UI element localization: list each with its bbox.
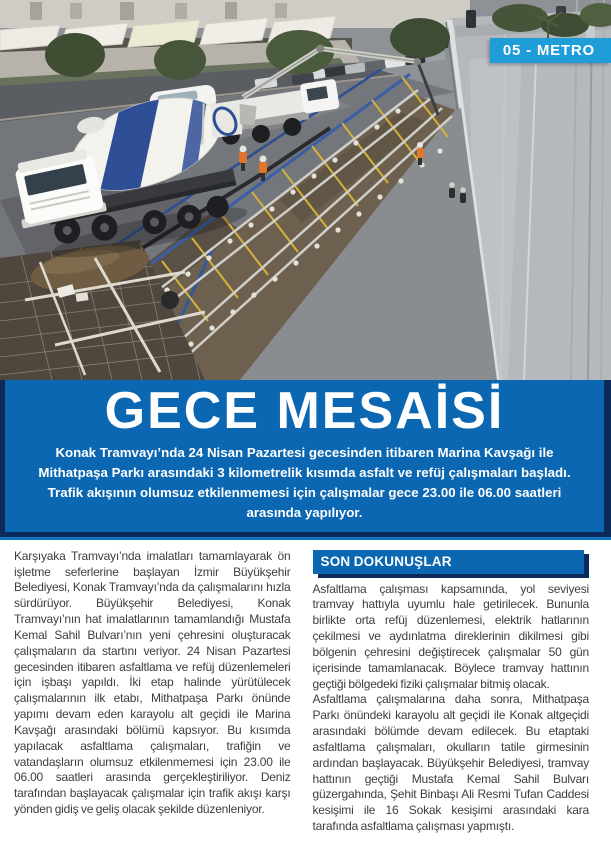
- body-paragraph: Asfaltlama çalışması kapsamında, yol seviyesi tramvay hattıyla uyumlu hale getirilecek. Bununla birlikte orta refüj düzenlemesi, elektrik hatlarının çekilmesi ve aydınlatma direklerinin dikilmesi gibi bölgenin çehresini değiştirecek çalışmalar 50 gün içerisinde tamamlanacak. Böylece tramvay hattının geçtiği bölgedeki fiziki çalışmalar bitmiş olacak.: [312, 581, 589, 691]
- page-tag-badge: 05 - METRO: [490, 38, 611, 63]
- body-paragraph: Karşıyaka Tramvayı’nda imalatları tamamlayarak ön işletme seferlerine başlayan İzmir Büyükşehir Belediyesi, Konak Tramvayı’nda da çalışmalarını hızla sürdürüyor. Büyükşehir Belediyesi, Konak Tramvayı’nın hat imalatlarının tamamlandığı Mustafa Kemal Sahil Bulvarı’nın yeni çehresini oluşturacak çalışmaların da startını veriyor. 24 Nisan Pazartesi gecesinden itibaren asfaltlama ve refüj düzenlemeleri için işbaşı yapıldı. İki etap halinde yürütülecek çalışmalarının ilk etabı, Mithatpaşa Parkı önünde yapımı devam eden karayolu alt geçidi ile Marina Kavşağı arasındaki bölümü kapsıyor. Bu kısımda yapılacak asfaltlama çalışmaları, trafiğin ve vatandaşların olumsuz etkilenmemesi için 23.00 ile 06.00 saatleri arasında gerçekleştiriliyor. Deniz tarafından başlayacak çalışmalar için trafik akışı karşı yönden gidiş ve geliş olacak şekilde düzenleniyor.: [14, 548, 291, 817]
- debris-2: [76, 292, 89, 302]
- pump-base: [161, 291, 179, 309]
- hero-intro: Konak Tramvayı’nda 24 Nisan Pazartesi gecesinden itibaren Marina Kavşağı ile Mithatpaşa Parkı arasındaki 3 kilometrelik kısımda asfalt ve refüj çalışmaları başladı. Trafik akışının olumsuz etkilenmemesi için çalışmalar gece 23.00 ile 06.00 saatleri arasında yapılıyor.: [38, 445, 571, 520]
- article-body: [0, 540, 611, 835]
- body-paragraph: Asfaltlama çalışmalarına daha sonra, Mithatpaşa Parkı önündeki karayolu alt geçidi ile Konak altgeçidi arasındaki bölümde devam edilecek. Bu etaptaki asfaltlama çalışmaları, okulların tatile girmesinin ardından başlayacak. Büyükşehir Belediyesi, tramvay hattının geçtiği Mustafa Kemal Sahil Bulvarı güzergahında, Şehit Binbaşı Ali Resmi Tufan Caddesi kesişimi ile 16 Sokak kesişimi arasındaki kara tarafında asfaltlama çalışması yapmıştı.: [312, 692, 589, 834]
- right-column: [313, 549, 590, 835]
- left-column: [14, 549, 291, 835]
- hero-band: [0, 380, 611, 532]
- section-heading: SON DOKUNUŞLAR: [313, 550, 585, 574]
- page-title: GECE MESAİSİ: [104, 382, 505, 440]
- tram-construction-photo: [0, 0, 611, 380]
